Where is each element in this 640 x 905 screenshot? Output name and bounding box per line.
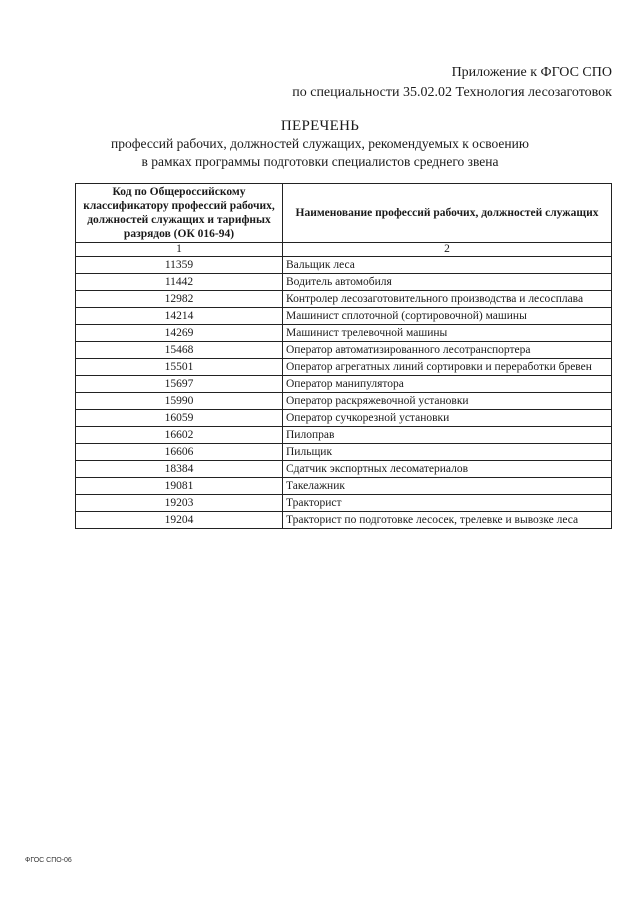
footer-mark: ФГОС СПО-06 (25, 857, 72, 864)
row-code: 18384 (76, 461, 283, 478)
column-number-row (76, 243, 612, 257)
table-row (76, 359, 612, 376)
row-name: Оператор агрегатных линий сортировки и переработки бревен (283, 359, 612, 376)
row-name: Пильщик (283, 444, 612, 461)
header-name: Наименование профессий рабочих, должностей служащих (283, 184, 612, 243)
row-name: Тракторист (283, 495, 612, 512)
table-row (76, 257, 612, 274)
row-name: Машинист сплоточной (сортировочной) машины (283, 308, 612, 325)
row-name: Вальщик леса (283, 257, 612, 274)
row-name: Сдатчик экспортных лесоматериалов (283, 461, 612, 478)
table-row (76, 274, 612, 291)
column-number-2: 2 (283, 243, 612, 257)
table-row (76, 325, 612, 342)
row-code: 15990 (76, 393, 283, 410)
table-row (76, 291, 612, 308)
row-code: 15468 (76, 342, 283, 359)
table-row (76, 444, 612, 461)
title-main: ПЕРЕЧЕНЬ (280, 118, 360, 134)
row-name: Такелажник (283, 478, 612, 495)
row-code: 11359 (76, 257, 283, 274)
row-code: 14269 (76, 325, 283, 342)
row-name: Тракторист по подготовке лесосек, трелевке и вывозке леса (283, 512, 612, 529)
table-body (76, 257, 612, 529)
row-code: 14214 (76, 308, 283, 325)
row-code: 11442 (76, 274, 283, 291)
table-row (76, 427, 612, 444)
document-title (0, 117, 640, 171)
row-name: Оператор автоматизированного лесотранспортера (283, 342, 612, 359)
header-line-2: по специальности 35.02.02 Технология лесозаготовок (292, 85, 612, 100)
document-header (292, 63, 612, 103)
row-name: Машинист трелевочной машины (283, 325, 612, 342)
professions-table (75, 183, 612, 529)
table-row (76, 461, 612, 478)
row-code: 19081 (76, 478, 283, 495)
row-code: 16059 (76, 410, 283, 427)
row-name: Пилоправ (283, 427, 612, 444)
table-row (76, 495, 612, 512)
table-row (76, 393, 612, 410)
header-code: Код по Общероссийскому классификатору профессий рабочих, должностей служащих и тарифных разрядов (ОК 016-94) (76, 184, 283, 243)
table-row (76, 342, 612, 359)
row-name: Водитель автомобиля (283, 274, 612, 291)
row-name: Оператор раскряжевочной установки (283, 393, 612, 410)
header-line-1: Приложение к ФГОС СПО (451, 65, 612, 80)
row-name: Оператор сучкорезной установки (283, 410, 612, 427)
table-row (76, 410, 612, 427)
row-code: 19203 (76, 495, 283, 512)
row-code: 16602 (76, 427, 283, 444)
column-number-1: 1 (76, 243, 283, 257)
title-sub-1: профессий рабочих, должностей служащих, рекомендуемых к освоению (111, 136, 529, 151)
table-header-row (76, 184, 612, 243)
row-code: 16606 (76, 444, 283, 461)
row-name: Контролер лесозаготовительного производства и лесосплава (283, 291, 612, 308)
row-code: 15697 (76, 376, 283, 393)
row-code: 19204 (76, 512, 283, 529)
title-sub-2: в рамках программы подготовки специалистов среднего звена (141, 154, 499, 169)
table-row (76, 308, 612, 325)
row-name: Оператор манипулятора (283, 376, 612, 393)
table-row (76, 478, 612, 495)
row-code: 15501 (76, 359, 283, 376)
table-row (76, 512, 612, 529)
row-code: 12982 (76, 291, 283, 308)
table-row (76, 376, 612, 393)
